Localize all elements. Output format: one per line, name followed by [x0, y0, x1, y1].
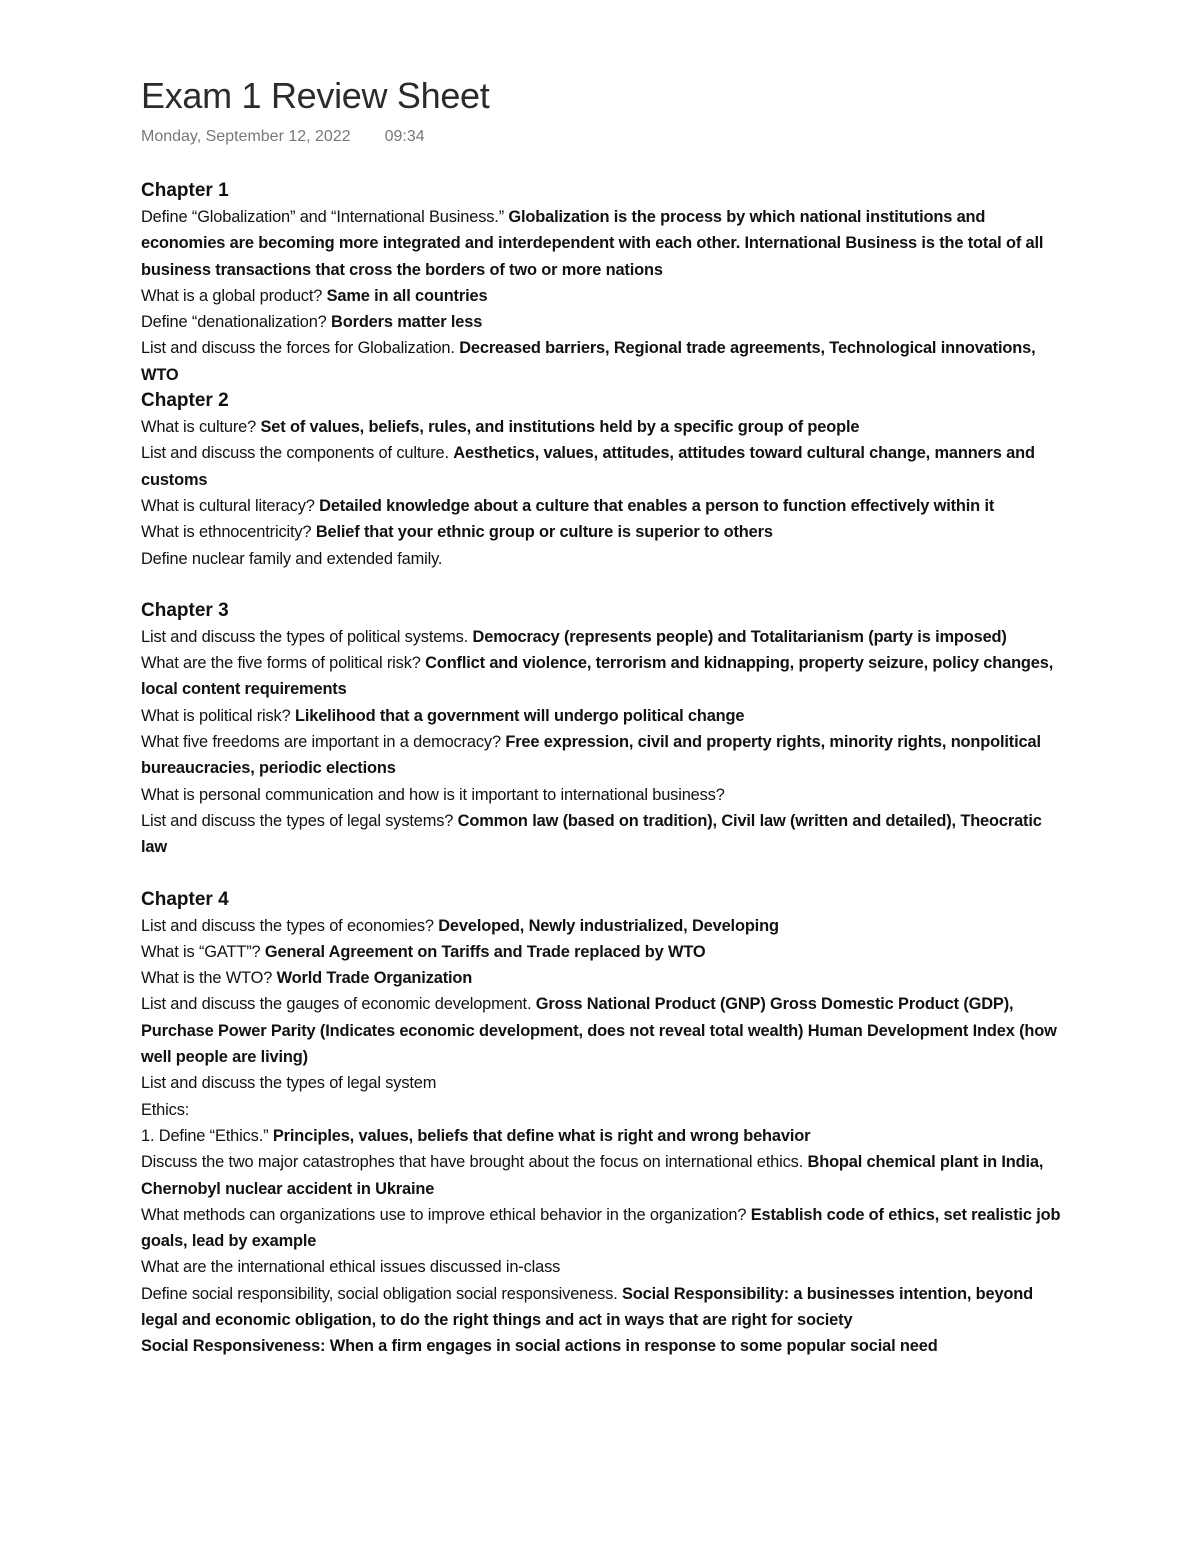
question-line [141, 493, 1061, 519]
answer-text: Globalization is the process by which national institutions and economies are becoming more integrated and interdependent with each other. International Business is the total of all business transactions that cross the borders of two or more nations [141, 208, 1044, 279]
question-text: What is cultural literacy? [141, 496, 320, 515]
answer-text: Common law (based on tradition), Civil law (written and detailed), Theocratic law [141, 811, 1042, 857]
question-line [141, 782, 1061, 808]
page-time: 09:34 [384, 128, 425, 145]
question-line [141, 309, 1061, 335]
blank-line [141, 572, 1061, 598]
answer-text: Gross National Product (GNP) Gross Domestic Product (GDP), Purchase Power Parity (Indicates economic development, does not reveal total wealth) Human Development Index (how well people are living) [141, 995, 1057, 1067]
question-line [141, 335, 1061, 388]
question-line [141, 650, 1061, 703]
answer-text: Same in all countries [326, 286, 488, 305]
answer-text: Bhopal chemical plant in India, Chernobyl nuclear accident in Ukraine [141, 1153, 1044, 1198]
question-text: Define “Globalization” and “International Business.” [141, 208, 509, 226]
question-line [141, 1070, 1061, 1096]
note-content [141, 178, 1061, 1360]
question-text: What is ethnocentricity? [141, 523, 316, 542]
question-text: List and discuss the types of economies? [141, 916, 439, 935]
question-line [141, 546, 1061, 572]
chapter-heading: Chapter 4 [141, 888, 229, 910]
answer-text: Social Responsibility: a businesses intention, beyond legal and economic obligation, to do the right things and act in ways that are right for society [141, 1284, 1034, 1329]
blank-line [141, 861, 1061, 887]
question-line [141, 204, 1061, 283]
question-text: What are the five forms of political risk? [141, 654, 426, 673]
answer-text: Establish code of ethics, set realistic job goals, lead by example [141, 1205, 1061, 1251]
answer-text: Conflict and violence, terrorism and kidnapping, property seizure, policy changes, local content requirements [141, 654, 1054, 699]
question-line [141, 440, 1061, 493]
question-text: What is the WTO? [141, 969, 277, 988]
answer-text: Principles, values, beliefs that define what is right and wrong behavior [272, 1126, 811, 1145]
question-line [141, 913, 1061, 939]
answer-text: Democracy (represents people) and Totalitarianism (party is imposed) [472, 627, 1007, 646]
answer-text: Decreased barriers, Regional trade agreements, Technological innovations, WTO [141, 339, 1036, 384]
page-meta [141, 126, 1061, 148]
question-text: What is “GATT”? [141, 942, 265, 961]
question-line [141, 991, 1061, 1070]
chapter-heading: Chapter 3 [141, 599, 229, 621]
question-line [141, 1202, 1061, 1255]
question-text: What are the international ethical issues discussed in-class [141, 1258, 561, 1277]
question-text: Define social responsibility, social obligation social responsiveness. [141, 1284, 623, 1303]
question-text: List and discuss the gauges of economic development. [141, 995, 536, 1014]
page-date: Monday, September 12, 2022 [141, 128, 351, 145]
question-line [141, 519, 1061, 545]
question-line [141, 1254, 1061, 1280]
question-line [141, 1123, 1061, 1149]
answer-text: Set of values, beliefs, rules, and institutions held by a specific group of people [260, 418, 860, 437]
question-text: Define nuclear family and extended family. [141, 549, 443, 568]
question-line [141, 624, 1061, 650]
question-text: List and discuss the types of legal system [141, 1074, 437, 1093]
question-line [141, 808, 1061, 861]
chapter-heading: Chapter 1 [141, 180, 229, 201]
chapter-heading: Chapter 2 [141, 390, 229, 412]
answer-text: General Agreement on Tariffs and Trade replaced by WTO [264, 942, 706, 961]
question-line [141, 965, 1061, 991]
question-text: List and discuss the types of legal systems? [141, 811, 458, 830]
question-text: What methods can organizations use to improve ethical behavior in the organization? [141, 1205, 751, 1224]
question-text: List and discuss the components of culture. [141, 444, 454, 463]
question-text: Define “denationalization? [141, 313, 332, 332]
question-text: List and discuss the types of political systems. [141, 627, 473, 646]
answer-text: Borders matter less [331, 313, 483, 332]
question-text: What is culture? [141, 418, 261, 437]
question-line [141, 729, 1061, 782]
question-text: Ethics: [141, 1100, 190, 1119]
answer-text: Free expression, civil and property rights, minority rights, nonpolitical bureaucracies, periodic elections [141, 733, 1041, 778]
question-text: Discuss the two major catastrophes that have brought about the focus on international ethics. [141, 1153, 808, 1172]
question-text: What is political risk? [141, 706, 295, 725]
answer-text: Belief that your ethnic group or culture is superior to others [315, 523, 773, 542]
question-text: What is personal communication and how is it important to international business? [141, 785, 725, 804]
answer-text: Detailed knowledge about a culture that enables a person to function effectively within it [319, 496, 995, 515]
question-line [141, 1097, 1061, 1123]
question-text: What five freedoms are important in a democracy? [141, 733, 506, 752]
note-page [141, 74, 1061, 1360]
question-line [141, 1333, 1061, 1359]
question-text: 1. Define “Ethics.” [141, 1126, 273, 1145]
question-line [141, 283, 1061, 309]
answer-text: Likelihood that a government will undergo political change [294, 706, 745, 725]
answer-text: World Trade Organization [276, 969, 473, 988]
answer-text: Social Responsiveness: When a firm engages in social actions in response to some popular social need [141, 1337, 938, 1356]
question-line [141, 703, 1061, 729]
question-line [141, 414, 1061, 440]
question-text: What is a global product? [141, 286, 327, 305]
answer-text: Developed, Newly industrialized, Developing [438, 916, 779, 935]
question-line [141, 1281, 1061, 1334]
question-line [141, 939, 1061, 965]
question-line [141, 1149, 1061, 1202]
page-title: Exam 1 Review Sheet [141, 75, 490, 116]
question-text: List and discuss the forces for Globalization. [141, 339, 460, 358]
answer-text: Aesthetics, values, attitudes, attitudes toward cultural change, manners and customs [141, 444, 1035, 489]
